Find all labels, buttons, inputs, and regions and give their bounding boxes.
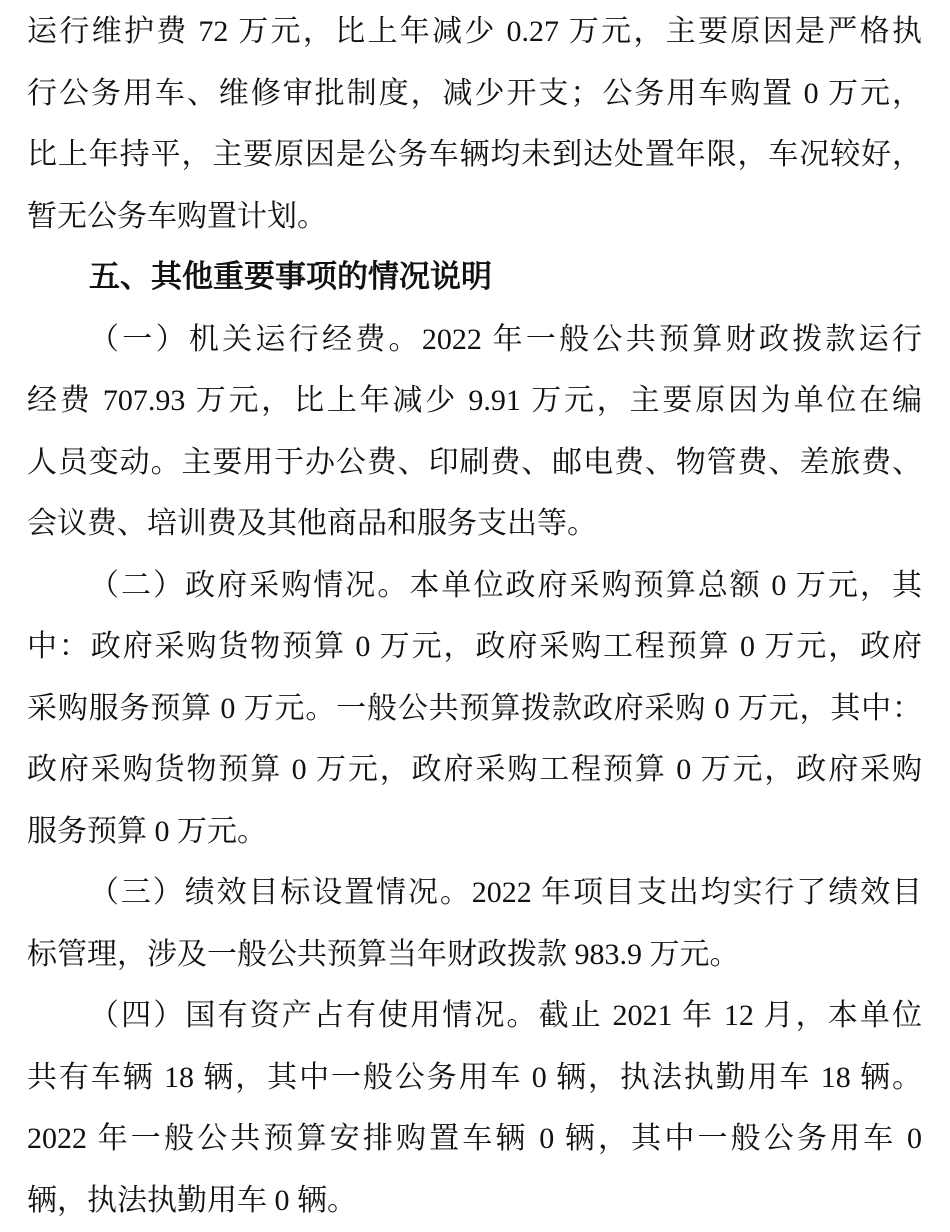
text-line: 比上年持平，主要原因是公务车辆均未到达处置年限，车况较好， bbox=[27, 138, 922, 171]
text-line: 人员变动。主要用于办公费、印刷费、邮电费、物管费、差旅费、 bbox=[27, 445, 922, 479]
text-line: 经费 707.93 万元，比上年减少 9.91 万元，主要原因为单位在编 bbox=[27, 384, 922, 417]
text-line: 运行维护费 72 万元，比上年减少 0.27 万元，主要原因是严格执 bbox=[27, 15, 922, 48]
text-line: 辆，执法执勤用车 0 辆。 bbox=[27, 1183, 357, 1217]
text-line: 中：政府采购货物预算 0 万元，政府采购工程预算 0 万元，政府 bbox=[27, 630, 922, 663]
text-line: （二）政府采购情况。本单位政府采购预算总额 0 万元，其 bbox=[89, 568, 922, 602]
section-heading: 五、其他重要事项的情况说明 bbox=[89, 259, 492, 295]
text-line: 会议费、培训费及其他商品和服务支出等。 bbox=[27, 507, 597, 540]
text-line: 政府采购货物预算 0 万元，政府采购工程预算 0 万元，政府采购 bbox=[27, 753, 922, 786]
text-line: 2022 年一般公共预算安排购置车辆 0 辆，其中一般公务用车 0 bbox=[27, 1122, 922, 1155]
text-line: （三）绩效目标设置情况。2022 年项目支出均实行了绩效目 bbox=[89, 876, 922, 909]
text-line: （一）机关运行经费。2022 年一般公共预算财政拨款运行 bbox=[89, 322, 922, 356]
text-line: 暂无公务车购置计划。 bbox=[27, 199, 327, 233]
text-line: 行公务用车、维修审批制度，减少开支；公务用车购置 0 万元， bbox=[27, 76, 922, 110]
text-line: 服务预算 0 万元。 bbox=[27, 814, 267, 848]
text-line: 共有车辆 18 辆，其中一般公务用车 0 辆，执法执勤用车 18 辆。 bbox=[27, 1060, 922, 1094]
text-line: 采购服务预算 0 万元。一般公共预算拨款政府采购 0 万元，其中： bbox=[27, 691, 922, 725]
text-line: 标管理，涉及一般公共预算当年财政拨款 983.9 万元。 bbox=[27, 937, 740, 971]
text-line: （四）国有资产占有使用情况。截止 2021 年 12 月，本单位 bbox=[89, 999, 922, 1032]
